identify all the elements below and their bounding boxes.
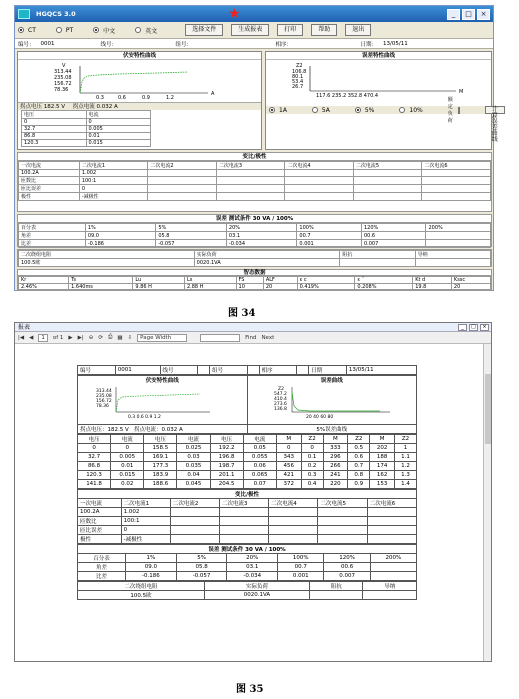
radio-1a[interactable]: 1A: [269, 107, 287, 114]
error-curve-title: 误差特性曲线: [266, 52, 491, 60]
viewer-title: 报表: [18, 324, 31, 331]
calc-error-curve-button[interactable]: 计算误差曲线: [485, 106, 505, 114]
viewer-minimize-button[interactable]: _: [458, 324, 467, 331]
table-cell: Z2: [348, 435, 370, 444]
error-curve-chart: [266, 60, 491, 98]
inflection-current-label: 拐点电流: [72, 104, 95, 110]
serial-label: 编号：: [18, 41, 35, 48]
table-cell: 1.2: [395, 462, 417, 471]
table-cell: 196.8: [210, 453, 243, 462]
table-cell: Z2: [301, 435, 323, 444]
table-cell: 120.3: [78, 471, 111, 480]
report-error-chart: [250, 384, 410, 422]
layout-icon[interactable]: ▦: [117, 334, 123, 341]
table-cell: 0: [78, 444, 111, 453]
table-row: [78, 462, 417, 471]
table-cell: 0.06: [243, 462, 276, 471]
table-cell: 0.03: [177, 453, 210, 462]
inflection-voltage: 182.5 V: [43, 104, 66, 110]
svg-text:Z2: Z2: [296, 63, 303, 69]
date-value: 13/05/11: [383, 40, 408, 47]
svg-text:313.44: 313.44: [96, 389, 112, 394]
table-cell: 1: [395, 444, 417, 453]
next-page-icon[interactable]: ▶: [68, 334, 73, 341]
app-title: HGQCS 3.0: [36, 10, 76, 18]
table-cell: 198.7: [210, 462, 243, 471]
table-cell: 177.3: [144, 462, 177, 471]
table-row: [78, 453, 417, 462]
svg-text:0.3: 0.3: [96, 95, 104, 101]
table-cell: 0.9: [348, 480, 370, 489]
find-link[interactable]: Find: [245, 334, 257, 341]
table-cell: 电流: [177, 435, 210, 444]
figure-caption-35: 图 35: [236, 684, 264, 695]
figure-caption-34: 图 34: [228, 308, 256, 319]
table-cell: 86.8: [78, 462, 111, 471]
app-window: [14, 5, 498, 291]
info-bar: [15, 39, 493, 49]
page-count: of 1: [52, 334, 64, 341]
svg-text:136.8: 136.8: [273, 407, 287, 412]
table-cell: 0: [276, 444, 301, 453]
date-label: 日期：: [360, 41, 378, 48]
error-table: 百分表 1% 5% 20% 100% 120% 200% 角差 09.0 05.8 03.1 00.7 00.6 比差 -0.186 -0.057 -0.034 0.001 0.007: [18, 223, 491, 248]
table-cell: 0.015: [111, 471, 144, 480]
table-cell: 1.3: [395, 471, 417, 480]
table-cell: 162: [370, 471, 395, 480]
smart-data-section: [17, 269, 492, 290]
table-cell: 174: [370, 462, 395, 471]
inflection-voltage-label: 拐点电压: [20, 104, 43, 110]
table-row: [78, 435, 417, 444]
viewer-toolbar: [15, 332, 491, 344]
table-cell: 220: [323, 480, 348, 489]
table-cell: 0.07: [243, 480, 276, 489]
prev-page-icon[interactable]: ◀: [29, 334, 34, 341]
find-input[interactable]: [200, 334, 240, 342]
table-cell: 0.7: [348, 462, 370, 471]
ratio-title: 变比/极性: [18, 153, 491, 161]
group-label: 组号：: [175, 41, 193, 48]
radio-5pct[interactable]: 5%: [355, 107, 375, 114]
select-file-button[interactable]: 选择文件: [185, 24, 223, 36]
svg-text:313.44: 313.44: [54, 69, 72, 75]
svg-text:Z2: Z2: [277, 387, 284, 392]
report-curves: 伏安特性曲线 313.44 235.08 156.72 78.36 0.3 0.6 0.9 1.2 误差曲线 Z2 547.2 410.4 273.6 136.8 20 40 60 80 拐点电压：182.5 V 拐点电流：0.032 A 5%误差曲线: [77, 375, 417, 434]
table-cell: 158.5: [144, 444, 177, 453]
print-button[interactable]: 打印: [277, 24, 303, 36]
svg-text:156.72: 156.72: [96, 399, 112, 404]
viewer-scrollbar[interactable]: [483, 344, 491, 661]
report-header-table: 编号 0001 线号 组号 相序 日期 13/05/11: [77, 365, 417, 375]
back-icon[interactable]: ⊖: [88, 334, 94, 341]
rated-load-label: 额定负荷: [447, 97, 453, 124]
svg-text:410.4: 410.4: [273, 397, 287, 402]
table-cell: 0: [301, 444, 323, 453]
table-cell: M: [370, 435, 395, 444]
svg-text:1.2: 1.2: [166, 95, 174, 101]
table-cell: 电流: [111, 435, 144, 444]
report-ratio-table: 变比/极性 一次电流 二次电流1 二次电流2 二次电流3 二次电流4 二次电流5 二次电流6 100.2A 1.002 匝数比 100:1 匝比误差 0 极性 -减极性: [77, 489, 417, 544]
svg-text:20 40 60 80: 20 40 60 80: [305, 415, 333, 420]
table-cell: 0.4: [301, 480, 323, 489]
table-cell: 188.6: [144, 480, 177, 489]
help-button[interactable]: 帮助: [311, 24, 337, 36]
table-cell: M: [323, 435, 348, 444]
ratio-table: 一次电流 二次电流1 二次电流2 二次电流3 二次电流4 二次电流5 二次电流6 100.2A 1.002 匝数比 100:1 匝比误差 0 极性 -减极性: [18, 161, 491, 201]
export-icon[interactable]: ⇩: [127, 334, 133, 341]
table-cell: 456: [276, 462, 301, 471]
table-cell: 32.7: [78, 453, 111, 462]
serial-value: 0001: [40, 40, 55, 47]
smart-data-table: Kr Ts Lu Ls FS ALF ε c ε ˆ Kt d Kssc 2.46% 1.640ms 9.86 H 2.88 H 10 20 0.419% 0.208% 19.8 20: [18, 276, 491, 291]
smart-data-title: 智态数据: [18, 270, 491, 276]
table-cell: 169.1: [144, 453, 177, 462]
table-cell: 0.055: [243, 453, 276, 462]
report-page: [77, 365, 417, 600]
table-row: [78, 471, 417, 480]
table-cell: 202: [370, 444, 395, 453]
table-cell: 183.9: [144, 471, 177, 480]
table-cell: 421: [276, 471, 301, 480]
report-viewer: [14, 322, 492, 662]
svg-text:0.3 0.6 0.9 1.2: 0.3 0.6 0.9 1.2: [128, 415, 161, 420]
table-cell: 266: [323, 462, 348, 471]
error-title: 误差 测试条件 30 VA / 100%: [18, 215, 491, 223]
minimize-button[interactable]: _: [447, 9, 460, 20]
app-icon: [18, 9, 30, 19]
svg-text:78.36: 78.36: [54, 87, 69, 93]
table-cell: 0.045: [177, 480, 210, 489]
svg-text:26.7: 26.7: [292, 84, 304, 90]
table-cell: M: [276, 435, 301, 444]
va-curve-title: 伏安特性曲线: [18, 52, 261, 60]
va-table: 电压 电流 0 0 32.7 0.005 86.8 0.01 120.3 0.015: [21, 110, 151, 147]
load-section: [17, 249, 492, 267]
table-cell: 343: [276, 453, 301, 462]
radio-pt[interactable]: PT: [56, 27, 73, 34]
table-cell: 电压: [78, 435, 111, 444]
svg-text:156.72: 156.72: [54, 81, 72, 87]
radio-10pct[interactable]: 10%: [399, 107, 422, 114]
table-cell: 电压: [144, 435, 177, 444]
table-cell: 0.065: [243, 471, 276, 480]
table-cell: 141.8: [78, 480, 111, 489]
table-cell: 201.1: [210, 471, 243, 480]
svg-text:0.9: 0.9: [142, 95, 150, 101]
viewer-title-bar: [15, 323, 491, 332]
svg-text:V: V: [62, 63, 66, 69]
table-cell: 0.025: [177, 444, 210, 453]
va-curve-chart: [18, 60, 261, 100]
viewer-maximize-button[interactable]: □: [469, 324, 478, 331]
load-table: 二次绕组电阻 实际负荷 阻抗 导纳 100.5欧 0020.1VA: [18, 250, 491, 267]
viewer-close-button[interactable]: ×: [480, 324, 489, 331]
table-cell: 296: [323, 453, 348, 462]
line-label: 线号：: [100, 41, 118, 48]
table-cell: 372: [276, 480, 301, 489]
table-cell: 电流: [243, 435, 276, 444]
svg-text:M: M: [459, 89, 464, 95]
table-cell: 0.005: [111, 453, 144, 462]
table-cell: 333: [323, 444, 348, 453]
last-page-icon[interactable]: ▶|: [77, 334, 84, 341]
table-cell: Z2: [395, 435, 417, 444]
table-cell: 153: [370, 480, 395, 489]
radio-ct[interactable]: CT: [18, 27, 36, 34]
phase-label: 相序：: [275, 41, 293, 48]
table-cell: 电压: [210, 435, 243, 444]
rated-load-input[interactable]: [458, 107, 460, 114]
table-row: [78, 444, 417, 453]
report-error-table: 误差 测试条件 30 VA / 100% 百分表 1% 5% 20% 100% 120% 200% 角差 09.0 05.8 03.1 00.7 00.6 比差 -0.186 -0.057 -0.034 0.001 0.007: [77, 544, 417, 581]
table-cell: 0.5: [348, 444, 370, 453]
table-cell: 0.6: [348, 453, 370, 462]
radio-5a[interactable]: 5A: [312, 107, 330, 114]
table-cell: 188: [370, 453, 395, 462]
exit-button[interactable]: 退出: [345, 24, 371, 36]
table-cell: 0: [111, 444, 144, 453]
svg-text:235.08: 235.08: [54, 75, 72, 81]
refresh-icon[interactable]: ⟳: [98, 334, 103, 341]
zoom-select[interactable]: Page Width: [137, 334, 187, 342]
svg-text:53.4: 53.4: [292, 79, 304, 85]
svg-text:235.08: 235.08: [96, 394, 112, 399]
svg-text:106.8: 106.8: [292, 69, 307, 75]
inflection-current: 0.032 A: [96, 104, 118, 110]
svg-text:0.6: 0.6: [118, 95, 126, 101]
print-icon[interactable]: ⎙: [107, 334, 113, 340]
svg-text:547.2: 547.2: [273, 392, 287, 397]
generate-report-button[interactable]: 生成报表: [231, 24, 269, 36]
next-link[interactable]: Next: [261, 334, 275, 341]
title-bar: [15, 6, 493, 22]
table-cell: 1.4: [395, 480, 417, 489]
table-cell: 241: [323, 471, 348, 480]
table-cell: 0.1: [301, 453, 323, 462]
error-section: [17, 214, 492, 247]
report-va-chart: [80, 384, 240, 422]
table-cell: 0.8: [348, 471, 370, 480]
toolbar: [15, 22, 493, 39]
table-row: [78, 480, 417, 489]
table-cell: 0.05: [243, 444, 276, 453]
table-cell: 0.035: [177, 462, 210, 471]
page-input[interactable]: 1: [38, 334, 48, 342]
table-cell: 0.04: [177, 471, 210, 480]
table-cell: 0.2: [301, 462, 323, 471]
star-logo-icon: ★: [228, 6, 241, 22]
va-curve-pane: [17, 51, 262, 150]
svg-text:80.1: 80.1: [292, 74, 304, 80]
svg-text:273.6: 273.6: [273, 402, 287, 407]
radio-english[interactable]: 英文: [135, 26, 157, 35]
maximize-button[interactable]: □: [462, 9, 475, 20]
svg-text:A: A: [211, 91, 215, 97]
report-load-table: 二次绕组电阻 实际负荷 阻抗 导纳 100.5欧 0020.1VA: [77, 581, 417, 600]
table-cell: 0.01: [111, 462, 144, 471]
table-cell: 0.3: [301, 471, 323, 480]
first-page-icon[interactable]: |◀: [18, 334, 25, 341]
table-cell: 204.5: [210, 480, 243, 489]
close-button[interactable]: ×: [477, 9, 490, 20]
table-cell: 192.2: [210, 444, 243, 453]
report-data-table: [77, 434, 417, 489]
radio-chinese[interactable]: 中文: [93, 26, 115, 35]
svg-text:117.6 235.2 352.8 470.4: 117.6 235.2 352.8 470.4: [316, 93, 379, 99]
ratio-section: [17, 152, 492, 212]
error-curve-pane: [265, 51, 498, 150]
table-cell: 1.1: [395, 453, 417, 462]
table-cell: 0.02: [111, 480, 144, 489]
svg-text:78.36: 78.36: [96, 404, 109, 409]
